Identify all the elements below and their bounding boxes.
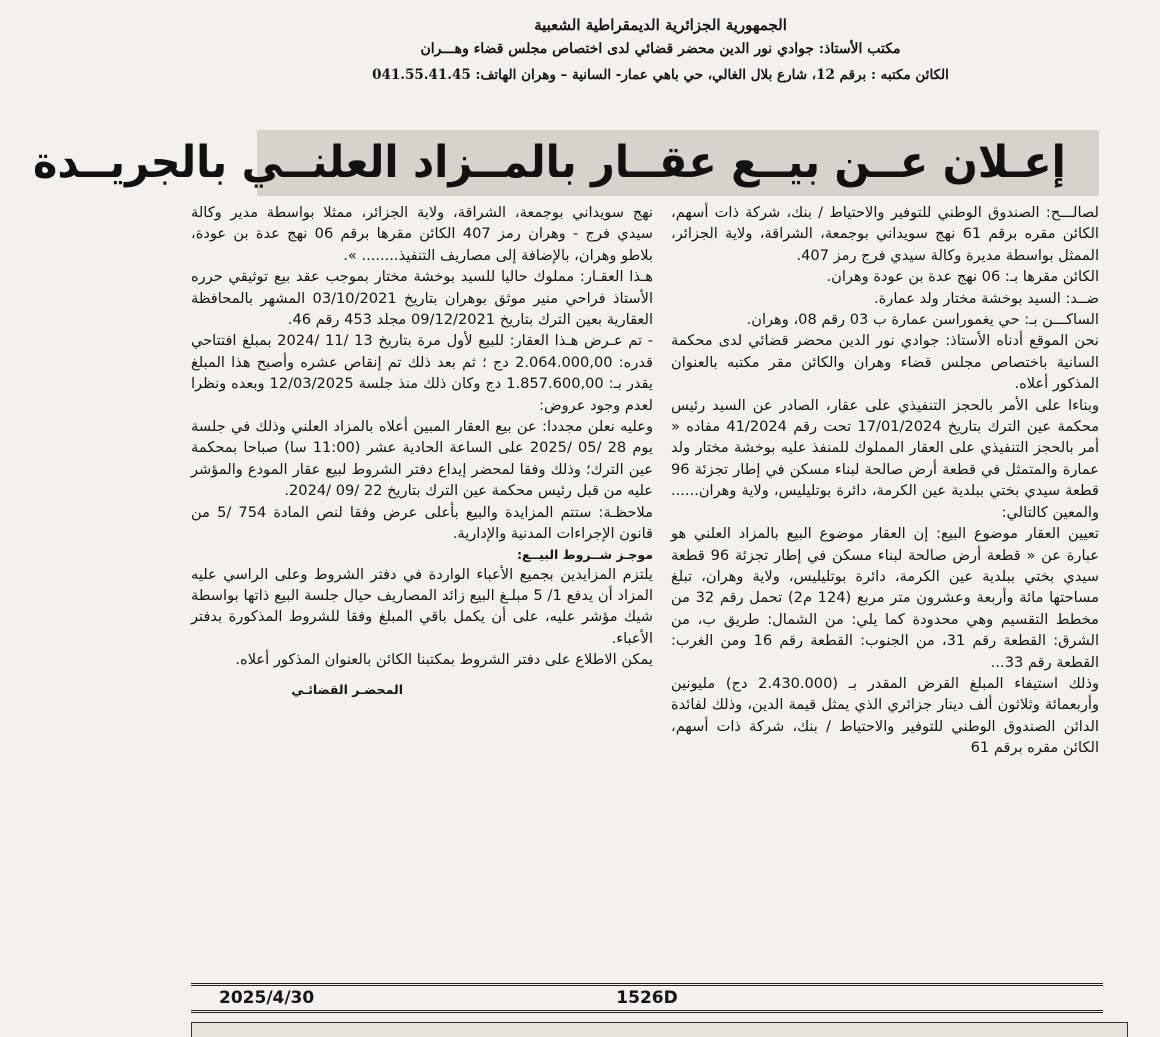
paragraph: الكائن مقرها بـ: 06 نهج عدة بن عودة وهران.	[826, 268, 1099, 286]
paragraph: وذلك استيفاء المبلغ القرض المقدر بـ (2.430.000 دج) مليونين وأربعمائة وثلاثون ألف دينار جزائري الذي يمثل قيمة الدين، وذلك لفائدة الدائن الصندوق الوطني للتوفير والاحتياط / بنك، شركة ذات أسهم، الكائن مقره برقم 61	[671, 674, 1099, 757]
publication-date: 2025/4/30	[219, 988, 315, 1008]
page-footer	[191, 983, 1103, 1013]
left-column	[191, 202, 653, 950]
signature: المحضـر القضائـي	[291, 681, 403, 697]
paragraph: هـذا العقـار: مملوك حاليا للسيد بوخشة مختار بموجب عقد بيع توثيقي حرره الأستاذ فراحي منير موثق بوهران بتاريخ 03/10/2021 المشهر بالمحافظة العقارية بعين الترك بتاريخ 09/12/2021 مجلد 453 رقم 46.	[191, 268, 653, 329]
paragraph: - تم عـرض هـذا العقار: للبيع لأول مرة بتاريخ 13 /11 /2024 بمبلغ افتتاحي قدره: 2.064.000,00 دج ؛ ثم بعد ذلك تم إنقاص عشره وأصبح هذا المبلغ يقدر بـ: 1.857.600,00 دج وكان ذلك منذ جلسة 12/03/2025 وبعده ونظرا لعدم وجود عروض:	[191, 332, 653, 414]
newspaper-page	[33, 0, 1160, 1036]
paragraph: نهج سويداني بوجمعة، الشراقة، ولاية الجزائر، ممثلا بواسطة مدير وكالة سيدي فرج - وهران رمز 407 الكائن مقرها برقم 06 نهج عدة بن عودة، بلاطو وهران، بالإضافة إلى مصاريف التنفيذ........ ».	[191, 204, 654, 264]
paragraph: الساكـــن بـ: حي يغموراسن عمارة ب 03 رقم 08، وهران.	[746, 311, 1099, 329]
office-address: الكائن مكتبه : برقم 12، شارع بلال الغالي، حي باهي عمار- السانية – وهران الهاتف: 041.55.41.45	[372, 67, 949, 83]
next-notice-edge	[191, 1022, 1128, 1037]
ad-code: 1526D	[616, 988, 678, 1008]
conditions-heading: موجـز شــروط البيــع:	[517, 546, 653, 562]
paragraph: نحن الموقع أدناه الأستاذ: جوادي نور الدين محضر قضائي لدى محكمة السانية باختصاص مجلس قضاء وهران والكائن مقر مكتبه بالعنوان المذكور أعلاه.	[671, 332, 1099, 393]
republic-name: الجمهورية الجزائرية الديمقراطية الشعبية	[534, 16, 787, 34]
paragraph: يلتزم المزايدين بجميع الأعباء الواردة في دفتر الشروط وعلى الراسي عليه المزاد أن يدفع 1/ 5 مبلـغ البيع زائد المصاريف حيال جلسة البيع ذاتها بواسطة شيك مؤشر عليه، على أن يكمل باقي المبلغ وفقا للشروط المذكورة بدفتر الأعباء.	[191, 565, 654, 647]
bailiff-office: مكتب الأستاذ: جوادي نور الدين محضر قضائي لدى اختصاص مجلس قضاء وهـــران	[420, 41, 901, 57]
office-header	[311, 14, 1010, 88]
paragraph: ضــد: السيد بوخشة مختار ولد عمارة.	[874, 289, 1099, 307]
notice-title: إعـلان عــن بيــع عقــار بالمــزاد العلنــي بالجريــدة	[33, 137, 1067, 188]
paragraph: وبناءا على الأمر بالحجز التنفيذي على عقار، الصادر عن السيد رئيس محكمة عين الترك بتاريخ 17/01/2024 تحت رقم 41/2024 مفاده « أمر بالحجز التنفيذي على العقار المملوك للمنفذ عليه بوخشة مختار ولد عمارة والمتمثل في قطعة أرض صالحة لبناء مسكن في إطار تجزئة 96 قطعة سيدي بختي ببلدية عين الكرمة، دائرة بوتليليس، ولاية وهران...... والمعين كالتالي:	[671, 396, 1100, 521]
right-column	[671, 202, 1099, 950]
paragraph: ملاحظـة: ستتم المزايدة والبيع بأعلى عرض وفقا لنص المادة 754 /5 من قانون الإجراءات المدنية والإدارية.	[191, 503, 653, 543]
paragraph: يمكن الاطلاع على دفتر الشروط بمكتبنا الكائن بالعنوان المذكور أعلاه.	[235, 651, 653, 669]
paragraph: وعليه نعلن مجددا: عن بيع العقار المبين أعلاه بالمزاد العلني وذلك في جلسة يوم 28 /05 /2025 على الساعة الحادية عشر (11:00 سا) صباحا بمحكمة عين الترك؛ وذلك وفقا لمحضر إيداع دفتر الشروط لبيع عقار المودع والمؤشر عليه من قبل رئيس محكمة عين الترك بتاريخ 22 /09 /2024.	[191, 418, 653, 500]
title-banner	[33, 130, 1099, 196]
paragraph: تعيين العقار موضوع البيع: إن العقار موضوع البيع بالمزاد العلني هو عبارة عن « قطعة أرض صالحة لبناء مسكن في إطار تجزئة 96 قطعة سيدي بختي ببلدية عين الكرمة، دائرة بوتليليس، ولاية وهران، تبلغ مساحتها مائة وأربعة وعشرون متر مربع (124 م2) تحمل رقم 32 من مخطط التقسيم وهي محدودة كما يلي: من الشمال: طريق ب، من الشرق: القطعة رقم 31، من الجنوب: القطعة رقم 16 ومن الغرب: القطعة رقم 33...	[671, 525, 1100, 671]
paragraph: لصالـــح: الصندوق الوطني للتوفير والاحتياط / بنك، شركة ذات أسهم، الكائن مقره برقم 61 نهج سويداني بوجمعة، الشراقة، ولاية الجزائر، الممثل بواسطة مديرة وكالة سيدي فرج رمز 407.	[671, 204, 1099, 264]
